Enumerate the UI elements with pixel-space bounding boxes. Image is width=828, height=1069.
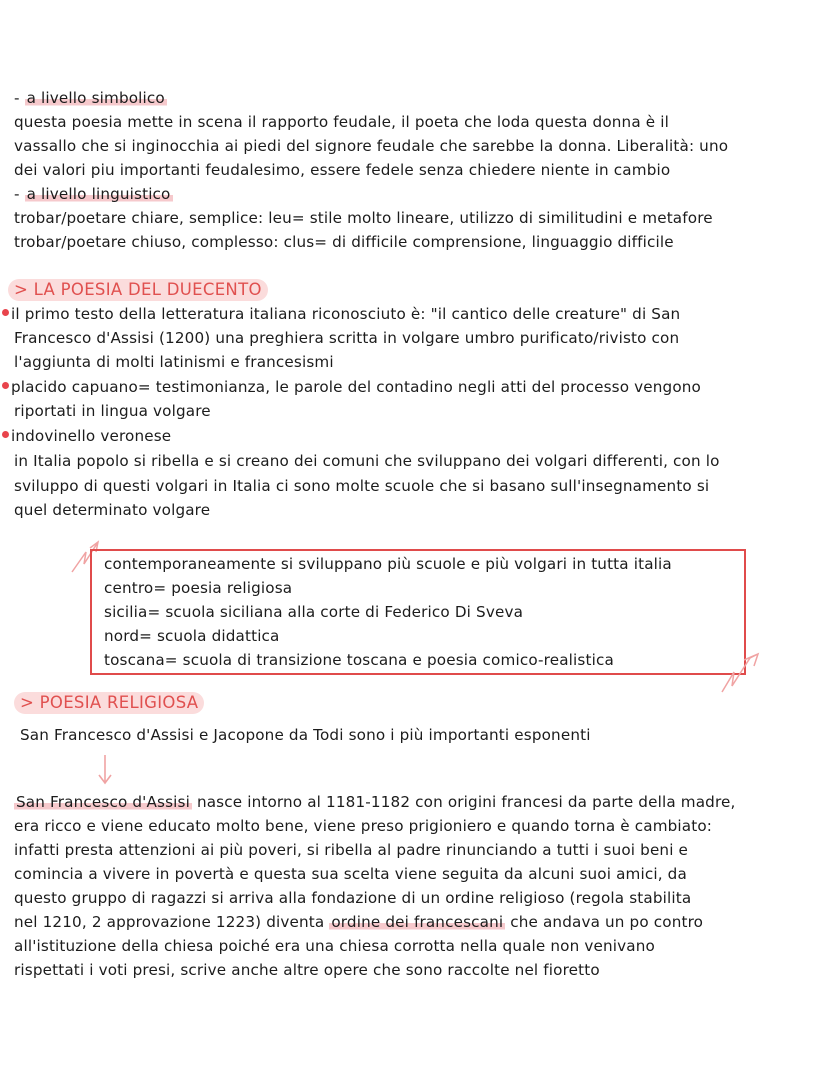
text-line: San Francesco d'Assisi nasce intorno al 1181-1182 con origini francesi da parte della madre, — [16, 793, 736, 811]
sub-simbolico: - a livello simbolico — [14, 89, 165, 107]
highlight-name: San Francesco d'Assisi — [16, 793, 190, 811]
intro-line: San Francesco d'Assisi e Jacopone da Todi sono i più importanti esponenti — [20, 726, 591, 744]
bullet-item: il primo testo della letteratura italiana riconosciuto è: "il cantico delle creature" di San — [2, 302, 680, 326]
text-line: dei valori piu importanti feudalesimo, essere fedele senza chiedere niente in cambio — [14, 161, 671, 179]
text-line: riportati in lingua volgare — [14, 402, 211, 420]
text-line: infatti presta attenzioni ai più poveri, si ribella al padre rinunciando a tutti i suoi beni e — [14, 841, 689, 859]
zigzag-doodle-icon — [718, 650, 762, 696]
text-line: era ricco e viene educato molto bene, viene preso prigioniero e quando torna è cambiato: — [14, 817, 713, 835]
box-line: toscana= scuola di transizione toscana e poesia comico-realistica — [104, 651, 614, 669]
arrow-down-icon — [96, 753, 114, 787]
bullet-item: placido capuano= testimonianza, le parole del contadino negli atti del processo vengono — [2, 375, 701, 399]
bullet-icon — [2, 382, 9, 389]
text-line: vassallo che si inginocchia ai piedi del signore feudale che sarebbe la donna. Liberalità: uno — [14, 137, 729, 155]
text-line: in Italia popolo si ribella e si creano dei comuni che sviluppano dei volgari differenti, con lo — [14, 452, 720, 470]
text-line: questo gruppo di ragazzi si arriva alla fondazione di un ordine religioso (regola stabilita — [14, 889, 692, 907]
box-line: contemporaneamente si sviluppano più scuole e più volgari in tutta italia — [104, 555, 672, 573]
bullet-item: indovinello veronese — [2, 424, 171, 448]
heading-poesia-religiosa: > POESIA RELIGIOSA — [14, 692, 204, 714]
box-line: centro= poesia religiosa — [104, 579, 293, 597]
text-line: sviluppo di questi volgari in Italia ci sono molte scuole che si basano sull'insegnamento si — [14, 477, 710, 495]
sub-linguistico: - a livello linguistico — [14, 185, 171, 203]
bullet-icon — [2, 309, 9, 316]
text-line: all'istituzione della chiesa poiché era una chiesa corrotta nella quale non venivano — [14, 937, 655, 955]
text-line: trobar/poetare chiuso, complesso: clus= di difficile comprensione, linguaggio difficile — [14, 233, 674, 251]
schools-box — [90, 549, 746, 675]
bullet-icon — [2, 431, 9, 438]
highlight-ordine: ordine dei francescani — [331, 913, 504, 931]
text-line: nel 1210, 2 approvazione 1223) diventa ordine dei francescani che andava un po contro — [14, 913, 704, 931]
box-line: sicilia= scuola siciliana alla corte di Federico Di Sveva — [104, 603, 524, 621]
text-line: rispettati i voti presi, scrive anche altre opere che sono raccolte nel fioretto — [14, 961, 600, 979]
text-line: Francesco d'Assisi (1200) una preghiera scritta in volgare umbro purificato/rivisto con — [14, 329, 680, 347]
text-line: trobar/poetare chiare, semplice: leu= stile molto lineare, utilizzo di similitudini e metafore — [14, 209, 713, 227]
box-line: nord= scuola didattica — [104, 627, 280, 645]
text-line: l'aggiunta di molti latinismi e francesismi — [14, 353, 334, 371]
text-line: comincia a vivere in povertà e questa sua scelta viene seguita da alcuni suoi amici, da — [14, 865, 687, 883]
heading-duecento: > LA POESIA DEL DUECENTO — [8, 279, 268, 301]
text-line: quel determinato volgare — [14, 501, 211, 519]
text-line: questa poesia mette in scena il rapporto feudale, il poeta che loda questa donna è il — [14, 113, 669, 131]
